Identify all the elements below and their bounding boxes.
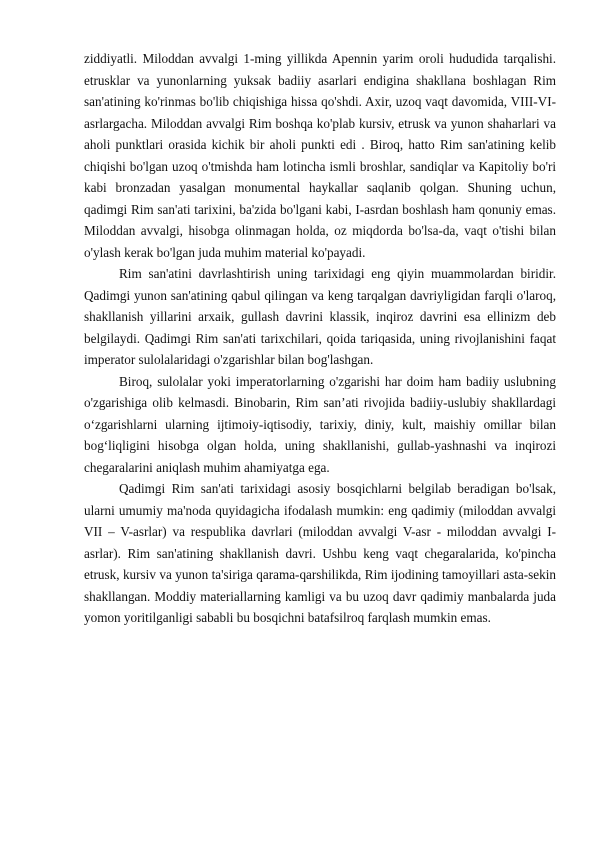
paragraph-4: Qadimgi Rim san'ati tarixidagi asosiy bosqichlarni belgilab beradigan bo'lsak, ularni umumiy ma'noda quyidagicha ifodalash mumkin: eng qadimiy (miloddan avvalgi VII – V-asrlar) va respublika davrlari (miloddan avvalgi V-asr - miloddan avvalgi I-asrlar). Rim san'atining shakllanish davri. Ushbu keng vaqt chegaralarida, ko'pincha etrusk, kursiv va yunon ta'siriga qarama-qarshilikda, Rim ijodining tamoyillari asta-sekin shakllangan. Moddiy materiallarning kamligi va bu uzoq davr qadimiy manbalarda juda yomon yoritilganligi sababli bu bosqichni batafsilroq farqlash mumkin emas. — [84, 481, 556, 625]
paragraph-3: Biroq, sulolalar yoki imperatorlarning o'zgarishi har doim ham badiiy uslubning o'zgarishiga olib kelmasdi. Binobarin, Rim sanʼati rivojida badiiy-uslubiy shakllardagi oʻzgarishlarni ularning ijtimoiy-iqtisodiy, tarixiy, diniy, kult, maishiy omillar bilan bogʻliqligini hisobga olgan holda, uning shakllanishi, gullab-yashnashi va inqirozi chegaralarini aniqlash muhim ahamiyatga ega. — [84, 373, 556, 475]
paragraph-2: Rim san'atini davrlashtirish uning tarixidagi eng qiyin muammolardan biridir. Qadimgi yunon san'atining qabul qilingan va keng tarqalgan davriyligidan farqli o'laroq, shakllanish yillarini arxaik, gullash davrini klassik, inqiroz davrini esa ellinizm deb belgilaydi. Qadimgi Rim san'ati tarixchilari, qoida tariqasida, uning rivojlanishini faqat imperator sulolalaridagi o'zgarishlar bilan bog'lashgan. — [84, 266, 556, 367]
document-page — [84, 48, 556, 629]
paragraph-1: ziddiyatli. Miloddan avvalgi 1-ming yillikda Apennin yarim oroli hududida tarqalishi. etrusklar va yunonlarning yuksak badiiy asarlari endigina shakllana boshlagan Rim san'atining ko'rinmas bo'lib chiqishiga hissa qo'shdi. Axir, uzoq vaqt davomida, VIII-VI-asrlargacha. Miloddan avvalgi Rim boshqa ko'plab kursiv, etrusk va yunon shaharlari va aholi punktlari orasida kichik bir aholi punkti edi . Biroq, hatto Rim san'atining kelib chiqishi bo'lgan uzoq o'tmishda ham lotincha ismli broshlar, sandiqlar va Kapitoliy bo'ri kabi bronzadan yasalgan monumental haykallar saqlanib qolgan. Shuning uchun, qadimgi Rim san'ati tarixini, ba'zida bo'lgani kabi, I-asrdan boshlash ham qonuniy emas. Miloddan avvalgi, hisobga olinmagan holda, oz miqdorda bo'lsa-da, vaqt o'tishi bilan o'ylash kerak bo'lgan juda muhim material ko'payadi. — [84, 51, 556, 260]
